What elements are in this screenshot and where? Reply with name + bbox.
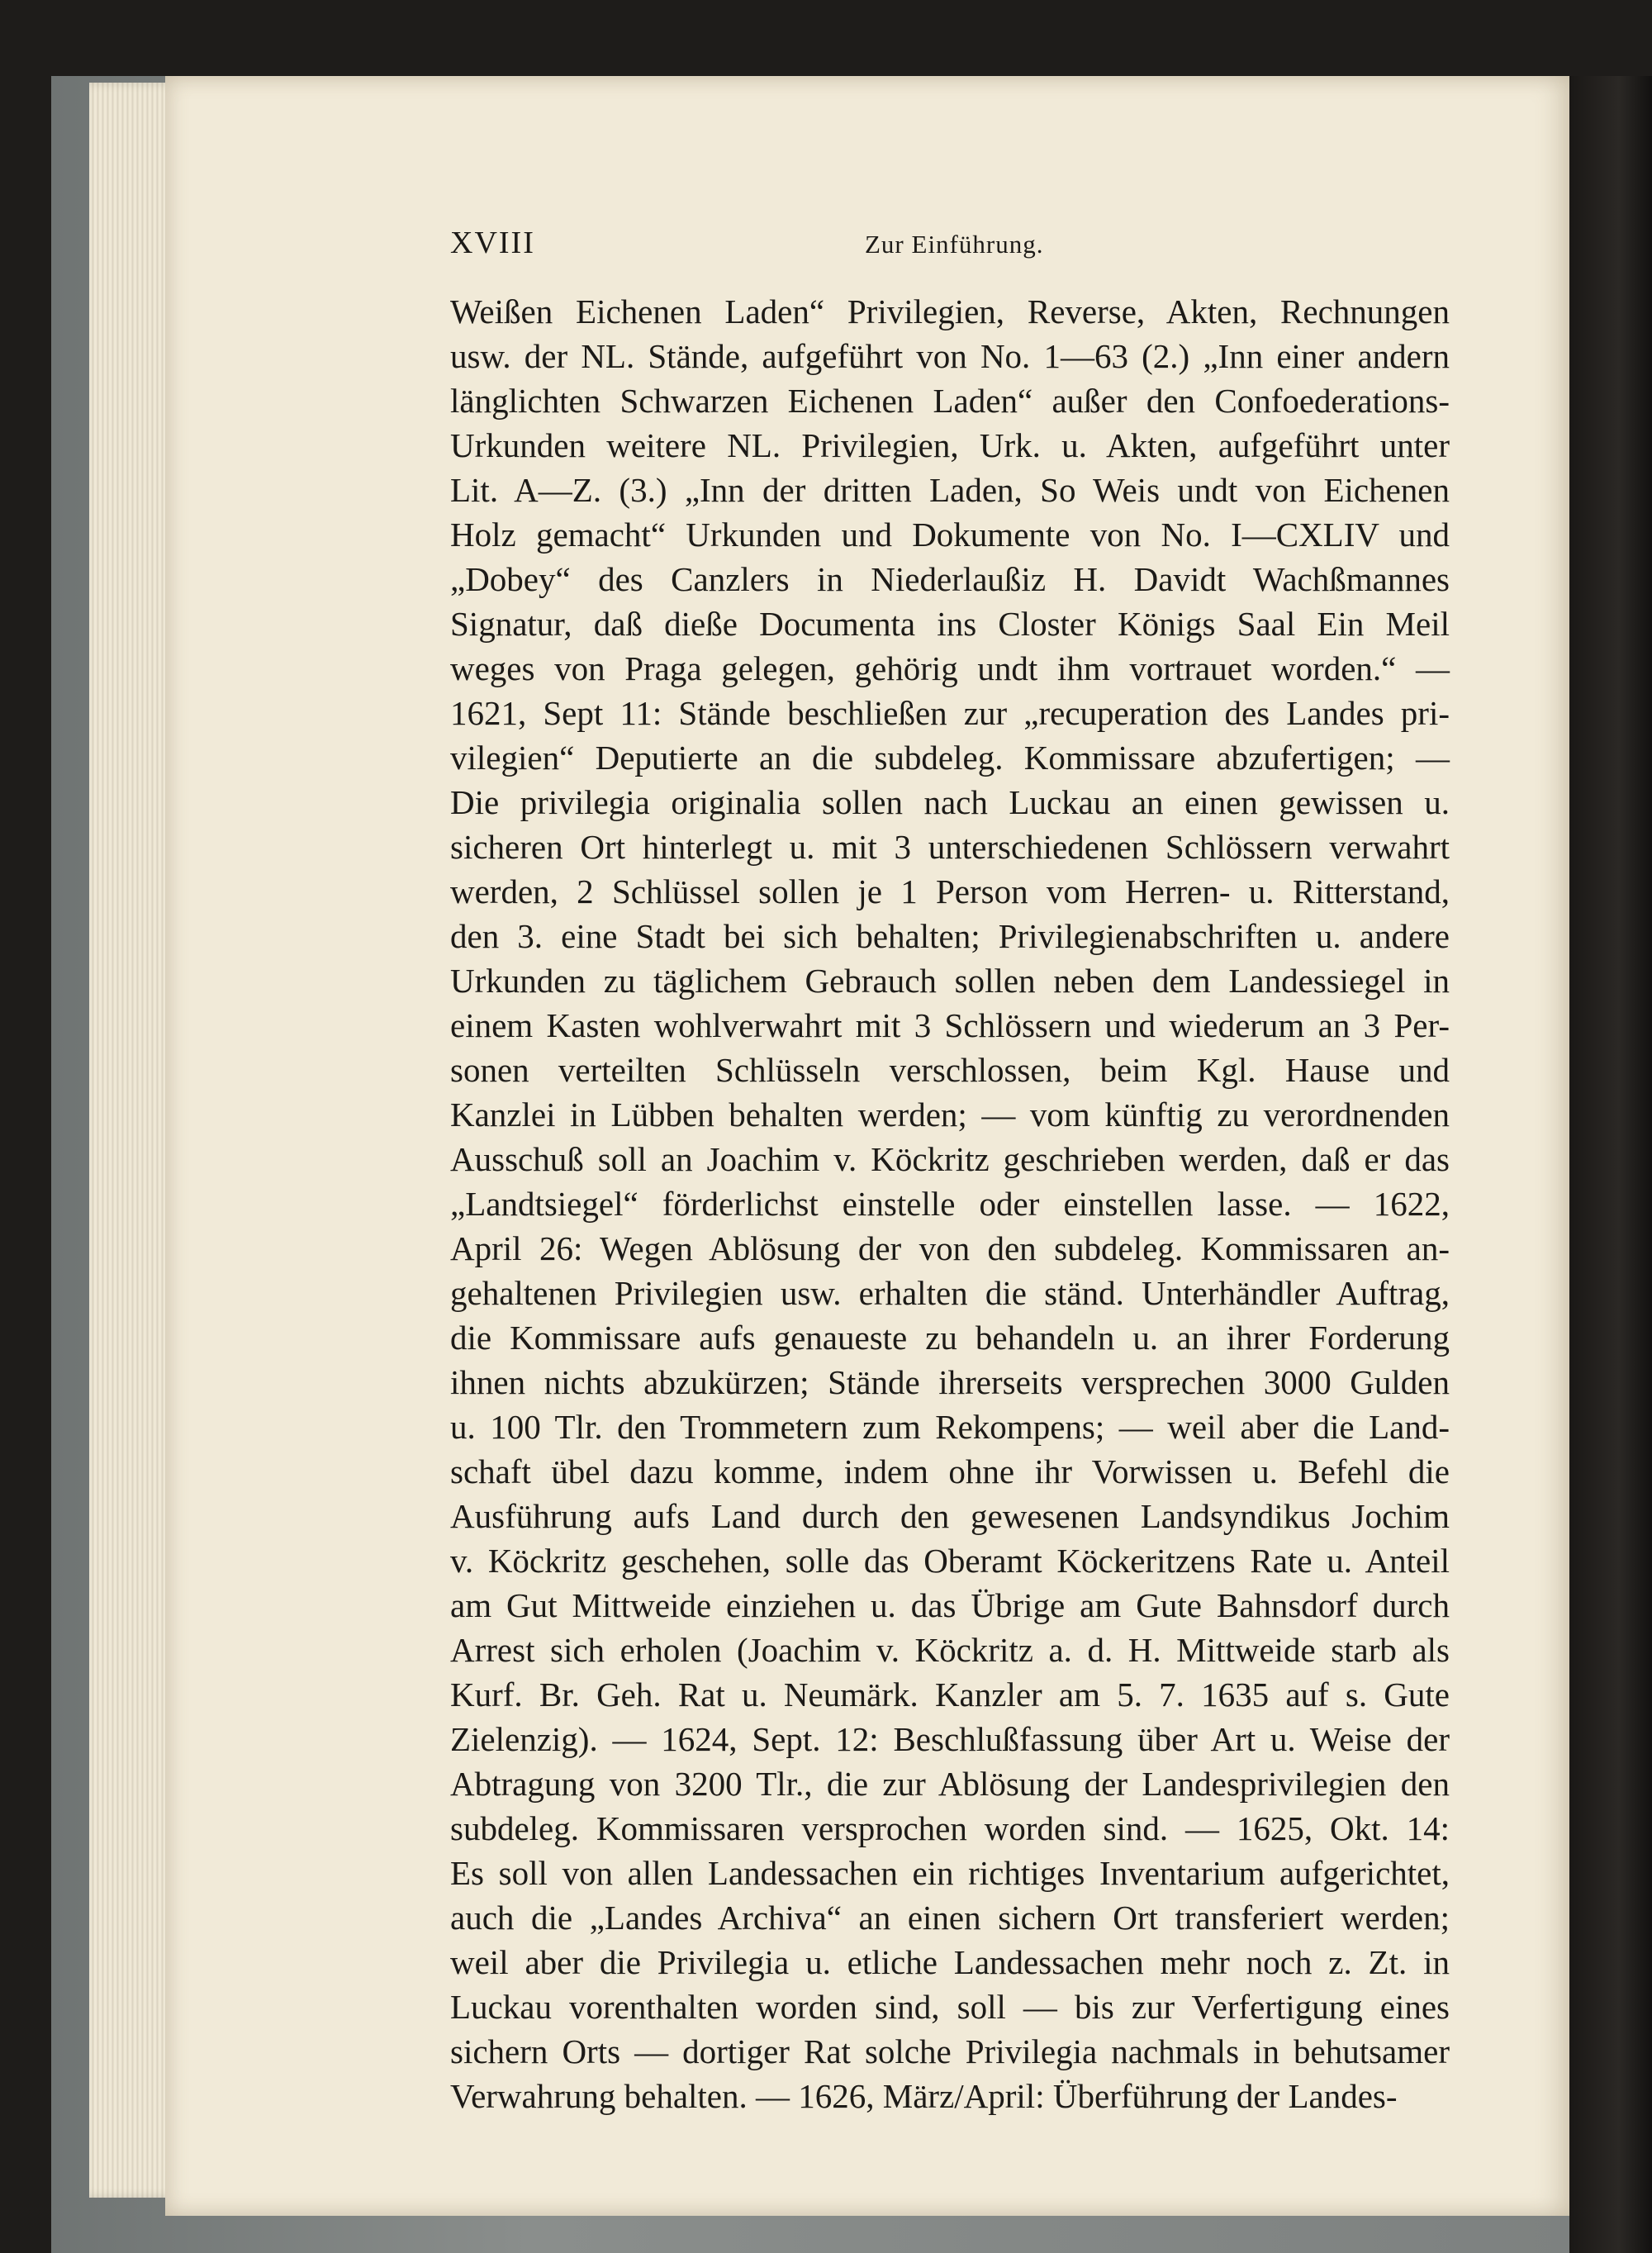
text-line: Arrest sich erholen (Joachim v. Köckritz a. d. H. Mittweide starb als [450,1631,1450,1669]
text-line: weil aber die Privilegia u. etliche Landessachen mehr noch z. Zt. in [450,1943,1450,1981]
text-line: länglichten Schwarzen Eichenen Laden“ außer den Confoederations- [450,382,1450,420]
text-line: am Gut Mittweide einziehen u. das Übrige am Gute Bahnsdorf durch [450,1586,1450,1624]
text-line: Holz gemacht“ Urkunden und Dokumente von No. I—CXLIV und [450,516,1450,554]
text-line: sicheren Ort hinterlegt u. mit 3 unterschiedenen Schlössern verwahrt [450,828,1450,866]
text-line: Kurf. Br. Geh. Rat u. Neumärk. Kanzler am 5. 7. 1635 auf s. Gute [450,1675,1450,1714]
text-line: April 26: Wegen Ablösung der von den subdeleg. Kommissaren an- [450,1229,1450,1267]
text-line: den 3. eine Stadt bei sich behalten; Privilegienabschriften u. andere [450,917,1450,955]
text-line: Verwahrung behalten. — 1626, März/April: Überführung der Landes- [450,2077,1398,2115]
facing-board-shadow [1569,76,1652,2253]
text-line: u. 100 Tlr. den Trommetern zum Rekompens; — weil aber die Land- [450,1408,1450,1446]
text-line: subdeleg. Kommissaren versprochen worden sind. — 1625, Okt. 14: [450,1809,1450,1847]
text-line: v. Köckritz geschehen, solle das Oberamt Köckeritzens Rate u. Anteil [450,1542,1450,1580]
text-line: ihnen nichts abzukürzen; Stände ihrerseits versprechen 3000 Gulden [450,1363,1450,1401]
body-text [450,289,1450,2118]
text-line: Signatur, daß dieße Documenta ins Closter Königs Saal Ein Meil [450,605,1450,643]
page-header [450,225,1441,274]
text-line: sonen verteilten Schlüsseln verschlossen, beim Kgl. Hause und [450,1051,1450,1089]
text-line: „Dobey“ des Canzlers in Niederlaußiz H. Davidt Wachßmannes [450,560,1450,598]
page-number: XVIII [450,226,535,260]
text-line: „Landtsiegel“ förderlichst einstelle oder einstellen lasse. — 1622, [450,1185,1450,1223]
text-line: Zielenzig). — 1624, Sept. 12: Beschlußfassung über Art u. Weise der [450,1720,1450,1758]
text-line: Es soll von allen Landessachen ein richtiges Inventarium aufgerichtet, [450,1854,1450,1892]
text-line: Ausschuß soll an Joachim v. Köckritz geschrieben werden, daß er das [450,1140,1450,1178]
text-line: Die privilegia originalia sollen nach Luckau an einen gewissen u. [450,783,1450,821]
text-line: Weißen Eichenen Laden“ Privilegien, Reverse, Akten, Rechnungen [450,292,1450,330]
text-line: weges von Praga gelegen, gehörig undt ihm vortrauet worden.“ — [450,649,1450,687]
text-line: sichern Orts — dortiger Rat solche Privilegia nachmals in behutsamer [450,2032,1450,2070]
text-line: einem Kasten wohlverwahrt mit 3 Schlössern und wiederum an 3 Per- [450,1006,1450,1044]
text-line: gehaltenen Privilegien usw. erhalten die ständ. Unterhändler Auftrag, [450,1274,1450,1312]
text-line: auch die „Landes Archiva“ an einen sichern Ort transferiert werden; [450,1899,1450,1937]
text-line: Urkunden weitere NL. Privilegien, Urk. u. Akten, aufgeführt unter [450,426,1450,464]
text-line: schaft übel dazu komme, indem ohne ihr Vorwissen u. Befehl die [450,1452,1450,1490]
text-line: Kanzlei in Lübben behalten werden; — vom künftig zu verordnenden [450,1096,1450,1134]
text-line: Urkunden zu täglichem Gebrauch sollen neben dem Landessiegel in [450,962,1450,1000]
text-line: usw. der NL. Stände, aufgeführt von No. 1—63 (2.) „Inn einer andern [450,337,1450,375]
text-line: werden, 2 Schlüssel sollen je 1 Person vom Herren- u. Ritterstand, [450,872,1450,910]
running-title: Zur Einführung. [865,230,1044,259]
text-line: Abtragung von 3200 Tlr., die zur Ablösung der Landesprivilegien den [450,1765,1450,1803]
text-line: Ausführung aufs Land durch den gewesenen Landsyndikus Jochim [450,1497,1450,1535]
text-line: Lit. A—Z. (3.) „Inn der dritten Laden, So Weis undt von Eichenen [450,471,1450,509]
text-line: Luckau vorenthalten worden sind, soll — bis zur Verfertigung eines [450,1988,1450,2026]
text-line: 1621, Sept 11: Stände beschließen zur „recuperation des Landes pri- [450,694,1450,732]
text-line: vilegien“ Deputierte an die subdeleg. Kommissare abzufertigen; — [450,739,1450,777]
text-line: die Kommissare aufs genaueste zu behandeln u. an ihrer Forderung [450,1319,1450,1357]
